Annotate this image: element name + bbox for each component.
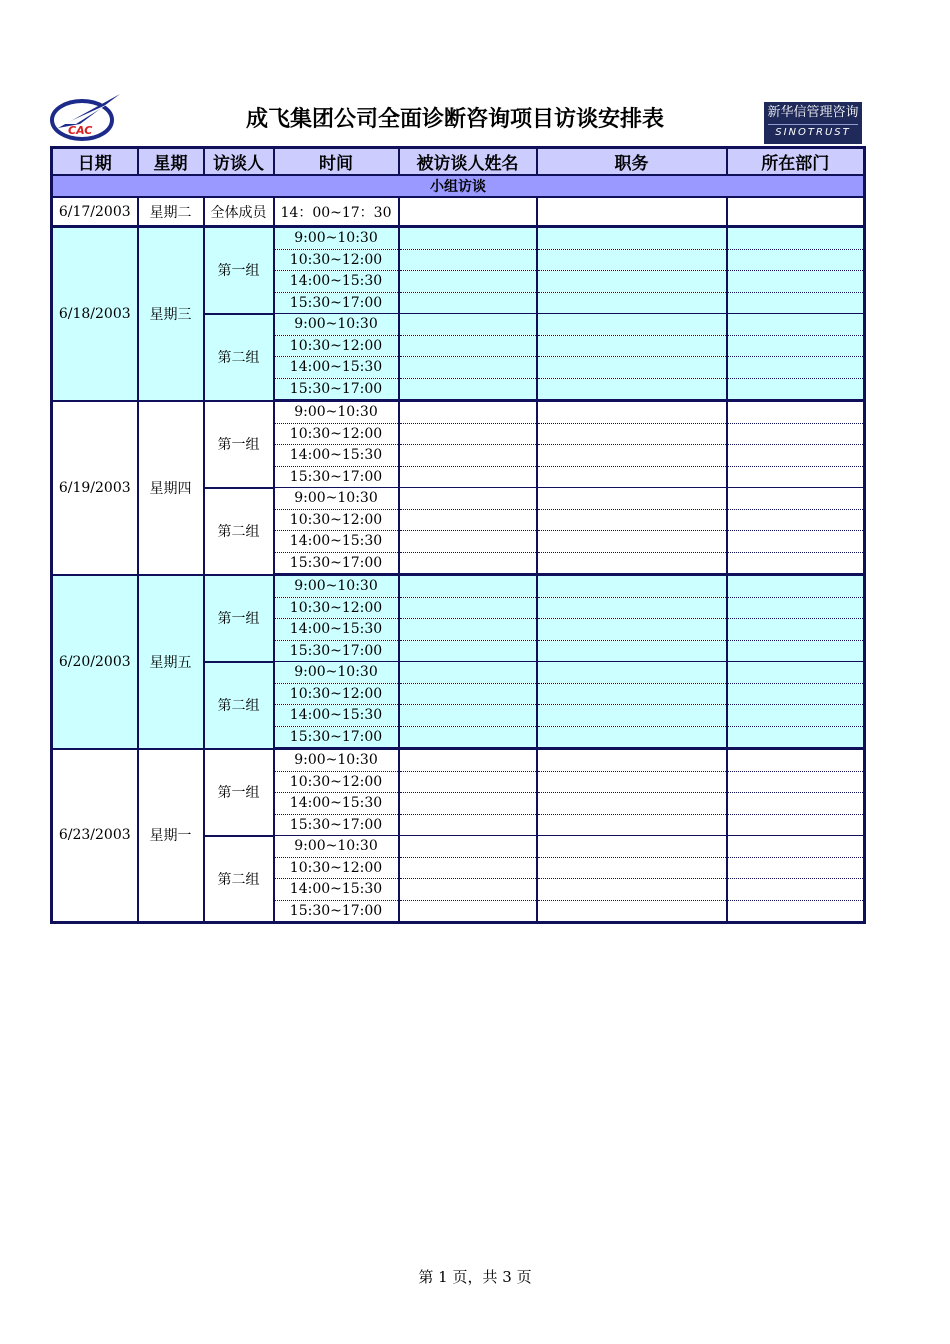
interviewee-name-cell[interactable] [399,509,537,531]
company-logo [50,90,122,142]
department-cell[interactable] [727,575,865,598]
interviewee-name-cell[interactable] [399,445,537,467]
column-header-date: 日期 [52,148,138,176]
position-cell[interactable] [537,726,727,749]
interviewee-name-cell[interactable] [399,314,537,336]
interviewee-name-cell[interactable] [399,749,537,772]
department-cell[interactable] [727,466,865,488]
time-cell: 15:30~17:00 [274,814,399,836]
interviewer-group-cell: 第二组 [204,662,274,749]
time-cell: 14:00~15:30 [274,793,399,815]
position-cell[interactable] [537,640,727,662]
position-cell[interactable] [537,552,727,575]
time-cell: 10:30~12:00 [274,249,399,271]
position-cell[interactable] [537,879,727,901]
time-cell: 14:00~15:30 [274,619,399,641]
date-cell: 6/23/2003 [52,749,138,923]
time-cell: 10:30~12:00 [274,423,399,445]
table-row [52,227,865,250]
interviewee-name-cell[interactable] [399,900,537,923]
time-cell: 15:30~17:00 [274,900,399,923]
position-cell[interactable] [537,900,727,923]
position-cell[interactable] [537,378,727,401]
interviewee-name-cell[interactable] [399,836,537,858]
time-cell: 10:30~12:00 [274,683,399,705]
interviewee-name-cell[interactable] [399,552,537,575]
interviewee-name-cell[interactable] [399,357,537,379]
time-cell: 14:00~15:30 [274,531,399,553]
header-row [52,148,865,176]
time-cell: 9:00~10:30 [274,662,399,684]
logo-english-text: SINOTRUST [768,124,858,141]
time-cell: 15:30~17:00 [274,292,399,314]
position-cell[interactable] [537,749,727,772]
interviewee-name-cell[interactable] [399,683,537,705]
position-cell[interactable] [537,488,727,510]
interviewer-group-cell: 第二组 [204,836,274,923]
position-cell[interactable] [537,619,727,641]
table-row [52,749,865,772]
interviewee-name-cell[interactable] [399,814,537,836]
position-cell[interactable] [537,292,727,314]
time-cell: 10:30~12:00 [274,509,399,531]
department-cell[interactable] [727,314,865,336]
department-cell[interactable] [727,401,865,424]
department-cell[interactable] [727,900,865,923]
position-cell[interactable] [537,531,727,553]
interviewee-name-cell[interactable] [399,726,537,749]
position-cell[interactable] [537,836,727,858]
interviewee-name-cell[interactable] [399,575,537,598]
date-cell: 6/20/2003 [52,575,138,749]
position-cell[interactable] [537,314,727,336]
interviewee-name-cell[interactable] [399,249,537,271]
time-cell: 14:00~15:30 [274,445,399,467]
position-cell[interactable] [537,445,727,467]
interviewer-group-cell: 第一组 [204,227,274,314]
page-title: 成飞集团公司全面诊断咨询项目访谈安排表 [245,107,664,132]
department-cell[interactable] [727,683,865,705]
position-cell[interactable] [537,597,727,619]
department-cell[interactable] [727,357,865,379]
department-cell[interactable] [727,879,865,901]
position-cell[interactable] [537,227,727,250]
logo-chinese-text: 新华信管理咨询 [767,105,859,120]
column-header-position: 职务 [537,148,727,176]
time-cell: 9:00~10:30 [274,314,399,336]
time-cell: 14:00~15:30 [274,705,399,727]
position-cell[interactable] [537,509,727,531]
department-cell[interactable] [727,749,865,772]
department-cell[interactable] [727,619,865,641]
department-cell[interactable] [727,726,865,749]
interviewer-group-cell: 第二组 [204,314,274,401]
time-cell: 14：00~17：30 [274,197,399,227]
interviewee-name-cell[interactable] [399,271,537,293]
interviewee-name-cell[interactable] [399,401,537,424]
department-cell[interactable] [727,227,865,250]
interviewee-name-cell[interactable] [399,423,537,445]
time-cell: 15:30~17:00 [274,640,399,662]
interviewee-name-cell[interactable] [399,378,537,401]
interviewee-name-cell[interactable] [399,640,537,662]
time-cell: 10:30~12:00 [274,335,399,357]
position-cell[interactable] [537,357,727,379]
interviewee-name-cell[interactable] [399,227,537,250]
department-cell[interactable] [727,531,865,553]
time-cell: 10:30~12:00 [274,857,399,879]
position-cell[interactable] [537,771,727,793]
time-cell: 9:00~10:30 [274,488,399,510]
column-header-interviewer: 访谈人 [204,148,274,176]
interviewee-name-cell[interactable] [399,662,537,684]
table-row [52,197,865,227]
department-cell[interactable] [727,705,865,727]
position-cell[interactable] [537,249,727,271]
interviewee-name-cell[interactable] [399,597,537,619]
department-cell[interactable] [727,662,865,684]
department-cell[interactable] [727,335,865,357]
page-footer: 第 1 页，共 3 页 [418,1268,532,1286]
interview-schedule-table [50,146,866,924]
department-cell[interactable] [727,423,865,445]
department-cell[interactable] [727,552,865,575]
time-cell: 14:00~15:30 [274,271,399,293]
position-cell[interactable] [537,197,727,227]
department-cell[interactable] [727,378,865,401]
time-cell: 14:00~15:30 [274,879,399,901]
date-cell: 6/18/2003 [52,227,138,401]
department-cell[interactable] [727,249,865,271]
interviewee-name-cell[interactable] [399,466,537,488]
weekday-cell: 星期三 [138,227,204,401]
department-cell[interactable] [727,197,865,227]
department-cell[interactable] [727,771,865,793]
position-cell[interactable] [537,662,727,684]
time-cell: 9:00~10:30 [274,227,399,250]
interviewee-name-cell[interactable] [399,197,537,227]
interviewer-group-cell: 第一组 [204,575,274,662]
position-cell[interactable] [537,814,727,836]
interviewer-group-cell: 第一组 [204,749,274,836]
interviewee-name-cell[interactable] [399,335,537,357]
time-cell: 9:00~10:30 [274,401,399,424]
interviewee-name-cell[interactable] [399,531,537,553]
section-label: 小组访谈 [52,175,865,197]
weekday-cell: 星期一 [138,749,204,923]
position-cell[interactable] [537,423,727,445]
department-cell[interactable] [727,640,865,662]
time-cell: 10:30~12:00 [274,597,399,619]
department-cell[interactable] [727,445,865,467]
logo-text: CAC [68,124,93,137]
date-cell: 6/19/2003 [52,401,138,575]
time-cell: 9:00~10:30 [274,575,399,598]
position-cell[interactable] [537,401,727,424]
department-cell[interactable] [727,271,865,293]
time-cell: 14:00~15:30 [274,357,399,379]
department-cell[interactable] [727,292,865,314]
department-cell[interactable] [727,836,865,858]
column-header-weekday: 星期 [138,148,204,176]
department-cell[interactable] [727,597,865,619]
interviewee-name-cell[interactable] [399,488,537,510]
time-cell: 9:00~10:30 [274,749,399,772]
department-cell[interactable] [727,509,865,531]
position-cell[interactable] [537,271,727,293]
department-cell[interactable] [727,814,865,836]
time-cell: 9:00~10:30 [274,836,399,858]
department-cell[interactable] [727,488,865,510]
time-cell: 15:30~17:00 [274,466,399,488]
interviewer-cell: 全体成员 [204,197,274,227]
interviewee-name-cell[interactable] [399,771,537,793]
interviewer-group-cell: 第二组 [204,488,274,575]
sinotrust-logo [764,102,862,144]
interviewee-name-cell[interactable] [399,857,537,879]
table-row [52,575,865,598]
position-cell[interactable] [537,575,727,598]
interviewee-name-cell[interactable] [399,879,537,901]
position-cell[interactable] [537,793,727,815]
position-cell[interactable] [537,857,727,879]
time-cell: 15:30~17:00 [274,552,399,575]
position-cell[interactable] [537,335,727,357]
weekday-cell: 星期五 [138,575,204,749]
position-cell[interactable] [537,705,727,727]
column-header-interviewee-name: 被访谈人姓名 [399,148,537,176]
time-cell: 10:30~12:00 [274,771,399,793]
interviewee-name-cell[interactable] [399,793,537,815]
position-cell[interactable] [537,683,727,705]
time-cell: 15:30~17:00 [274,726,399,749]
weekday-cell: 星期二 [138,197,204,227]
column-header-department: 所在部门 [727,148,865,176]
column-header-time: 时间 [274,148,399,176]
department-cell[interactable] [727,857,865,879]
position-cell[interactable] [537,466,727,488]
department-cell[interactable] [727,793,865,815]
interviewee-name-cell[interactable] [399,619,537,641]
table-row [52,401,865,424]
interviewer-group-cell: 第一组 [204,401,274,488]
interviewee-name-cell[interactable] [399,705,537,727]
weekday-cell: 星期四 [138,401,204,575]
time-cell: 15:30~17:00 [274,378,399,401]
interviewee-name-cell[interactable] [399,292,537,314]
section-row [52,175,865,197]
date-cell: 6/17/2003 [52,197,138,227]
